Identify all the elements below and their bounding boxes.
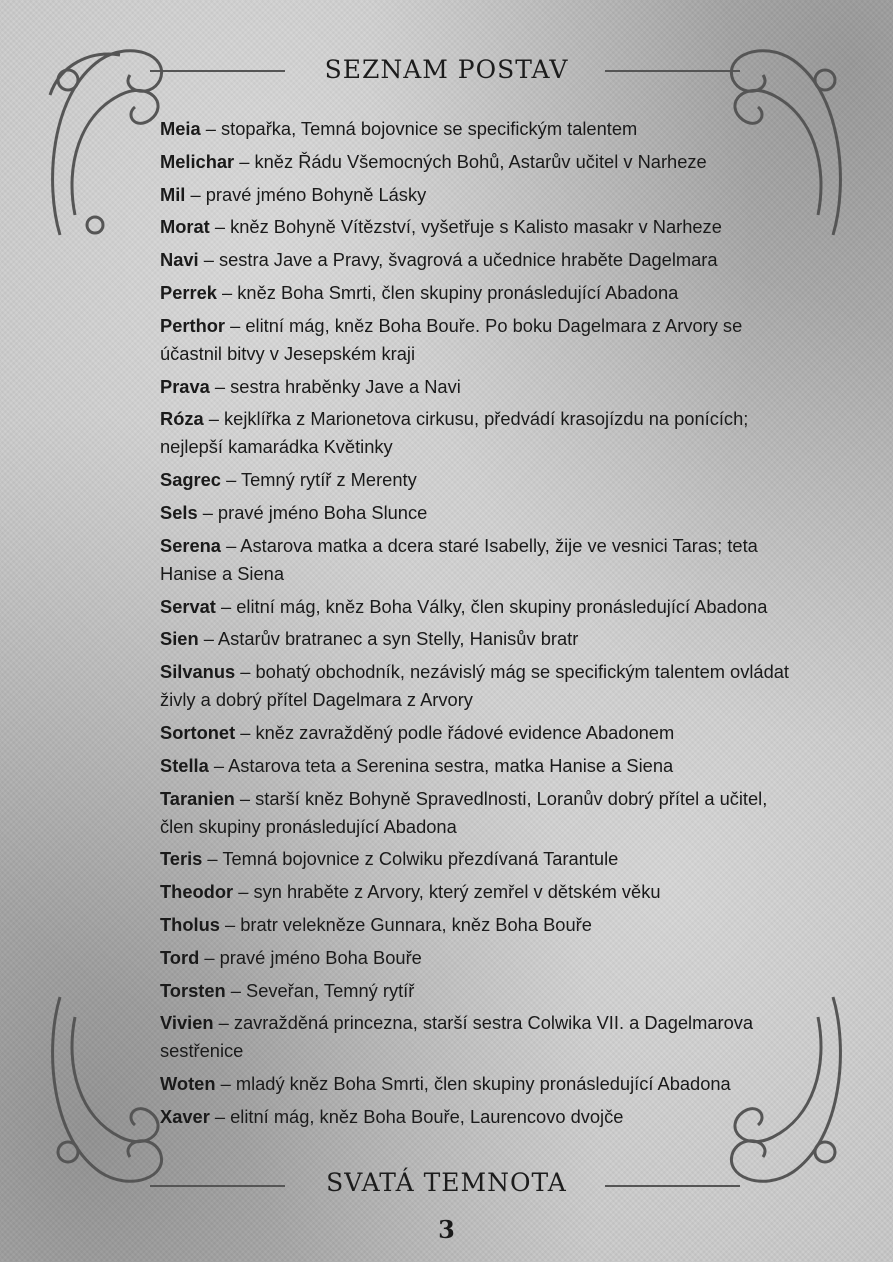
list-item: [160, 845, 800, 873]
list-item: [160, 593, 800, 621]
list-item: [160, 532, 800, 588]
character-description: – Temná bojovnice z Colwiku přezdívaná Tarantule: [202, 848, 619, 870]
character-name: Servat: [160, 595, 216, 617]
list-item: [160, 181, 800, 209]
list-item: [160, 405, 800, 461]
character-description: – bratr velekněze Gunnara, kněz Boha Bouře: [219, 913, 592, 935]
page-title: SEZNAM POSTAV: [324, 55, 569, 84]
list-item: [160, 148, 800, 176]
character-description: – sestra hraběnky Jave a Navi: [209, 375, 461, 397]
list-item: [160, 213, 800, 241]
character-name: Woten: [160, 1073, 216, 1095]
character-name: Sagrec: [160, 469, 221, 491]
list-item: [160, 373, 800, 401]
character-description: – mladý kněz Boha Smrti, člen skupiny pronásledující Abadona: [215, 1073, 731, 1095]
character-description: – kněz Boha Smrti, člen skupiny pronásledující Abadona: [216, 281, 679, 303]
list-item: [160, 115, 800, 143]
character-name: Stella: [160, 754, 209, 776]
list-item: [160, 1070, 800, 1098]
character-description: – syn hraběte z Arvory, který zemřel v dětském věku: [233, 881, 661, 903]
character-description: – kněz Bohyně Vítězství, vyšetřuje s Kalisto masakr v Narheze: [209, 216, 722, 238]
list-item: [160, 785, 800, 841]
list-item: [160, 878, 800, 906]
list-item: [160, 312, 800, 368]
character-name: Perthor: [160, 314, 226, 336]
character-name: Torsten: [160, 979, 226, 1001]
character-description: – pravé jméno Bohyně Lásky: [185, 183, 427, 205]
character-name: Meia: [160, 118, 201, 139]
list-item: [160, 1103, 800, 1131]
character-name: Serena: [160, 534, 221, 556]
character-name: Róza: [160, 408, 204, 430]
character-description: – Seveřan, Temný rytíř: [225, 979, 415, 1001]
character-name: Taranien: [160, 787, 235, 809]
character-description: – kněz zavražděný podle řádové evidence Abadonem: [235, 721, 675, 743]
character-description: – starší kněz Bohyně Spravedlnosti, Loranův dobrý přítel a učitel, člen skupiny pronásledující Abadona: [160, 787, 768, 837]
character-description: – elitní mág, kněz Boha Bouře. Po boku Dagelmara z Arvory se účastnil bitvy v Jesepském kraji: [160, 314, 743, 364]
character-description: – zavražděná princezna, starší sestra Colwika VII. a Dagelmarova sestřenice: [160, 1012, 754, 1062]
character-name: Melichar: [160, 150, 235, 172]
character-name: Morat: [160, 216, 210, 238]
character-description: – Temný rytíř z Merenty: [220, 469, 417, 491]
list-item: [160, 719, 800, 747]
character-name: Perrek: [160, 281, 217, 303]
character-description: – pravé jméno Boha Slunce: [197, 501, 428, 523]
character-list: [160, 115, 800, 1136]
book-title: SVATÁ TEMNOTA: [326, 1168, 567, 1197]
character-name: Tord: [160, 946, 200, 968]
character-name: Vivien: [160, 1012, 214, 1034]
list-item: [160, 625, 800, 653]
character-description: – pravé jméno Boha Bouře: [199, 946, 422, 968]
list-item: [160, 499, 800, 527]
list-item: [160, 752, 800, 780]
character-name: Silvanus: [160, 661, 236, 683]
character-name: Sien: [160, 628, 199, 650]
character-description: – kejklířka z Marionetova cirkusu, předvádí krasojízdu na ponících; nejlepší kamarádka Květinky: [160, 408, 749, 458]
list-item: [160, 279, 800, 307]
page-number: 3: [438, 1215, 455, 1244]
list-item: [160, 466, 800, 494]
character-name: Teris: [160, 848, 203, 870]
character-name: Mil: [160, 183, 186, 205]
character-description: – elitní mág, kněz Boha Války, člen skupiny pronásledující Abadona: [215, 595, 768, 617]
character-name: Tholus: [160, 913, 220, 935]
character-description: – Astarova matka a dcera staré Isabelly, žije ve vesnici Taras; teta Hanise a Siena: [160, 534, 758, 584]
character-name: Navi: [160, 249, 199, 271]
list-item: [160, 658, 800, 714]
list-item: [160, 944, 800, 972]
character-name: Sortonet: [160, 721, 236, 743]
character-description: – sestra Jave a Pravy, švagrová a učednice hraběte Dagelmara: [198, 249, 718, 271]
character-name: Theodor: [160, 881, 234, 903]
list-item: [160, 246, 800, 274]
character-description: – kněz Řádu Všemocných Bohů, Astarův učitel v Narheze: [234, 150, 707, 172]
list-item: [160, 977, 800, 1005]
character-name: Prava: [160, 375, 210, 397]
character-description: – stopařka, Temná bojovnice se specifickým talentem: [200, 118, 638, 139]
character-name: Sels: [160, 501, 198, 523]
character-description: – elitní mág, kněz Boha Bouře, Laurencovo dvojče: [209, 1105, 624, 1127]
list-item: [160, 1009, 800, 1065]
character-name: Xaver: [160, 1105, 210, 1127]
list-item: [160, 911, 800, 939]
character-description: – bohatý obchodník, nezávislý mág se specifickým talentem ovládat živly a dobrý přítel Dagelmara z Arvory: [160, 661, 789, 711]
character-description: – Astarova teta a Serenina sestra, matka Hanise a Siena: [208, 754, 674, 776]
character-description: – Astarův bratranec a syn Stelly, Hanisův bratr: [198, 628, 579, 650]
corner-ornament-bottom-left: [40, 987, 180, 1197]
